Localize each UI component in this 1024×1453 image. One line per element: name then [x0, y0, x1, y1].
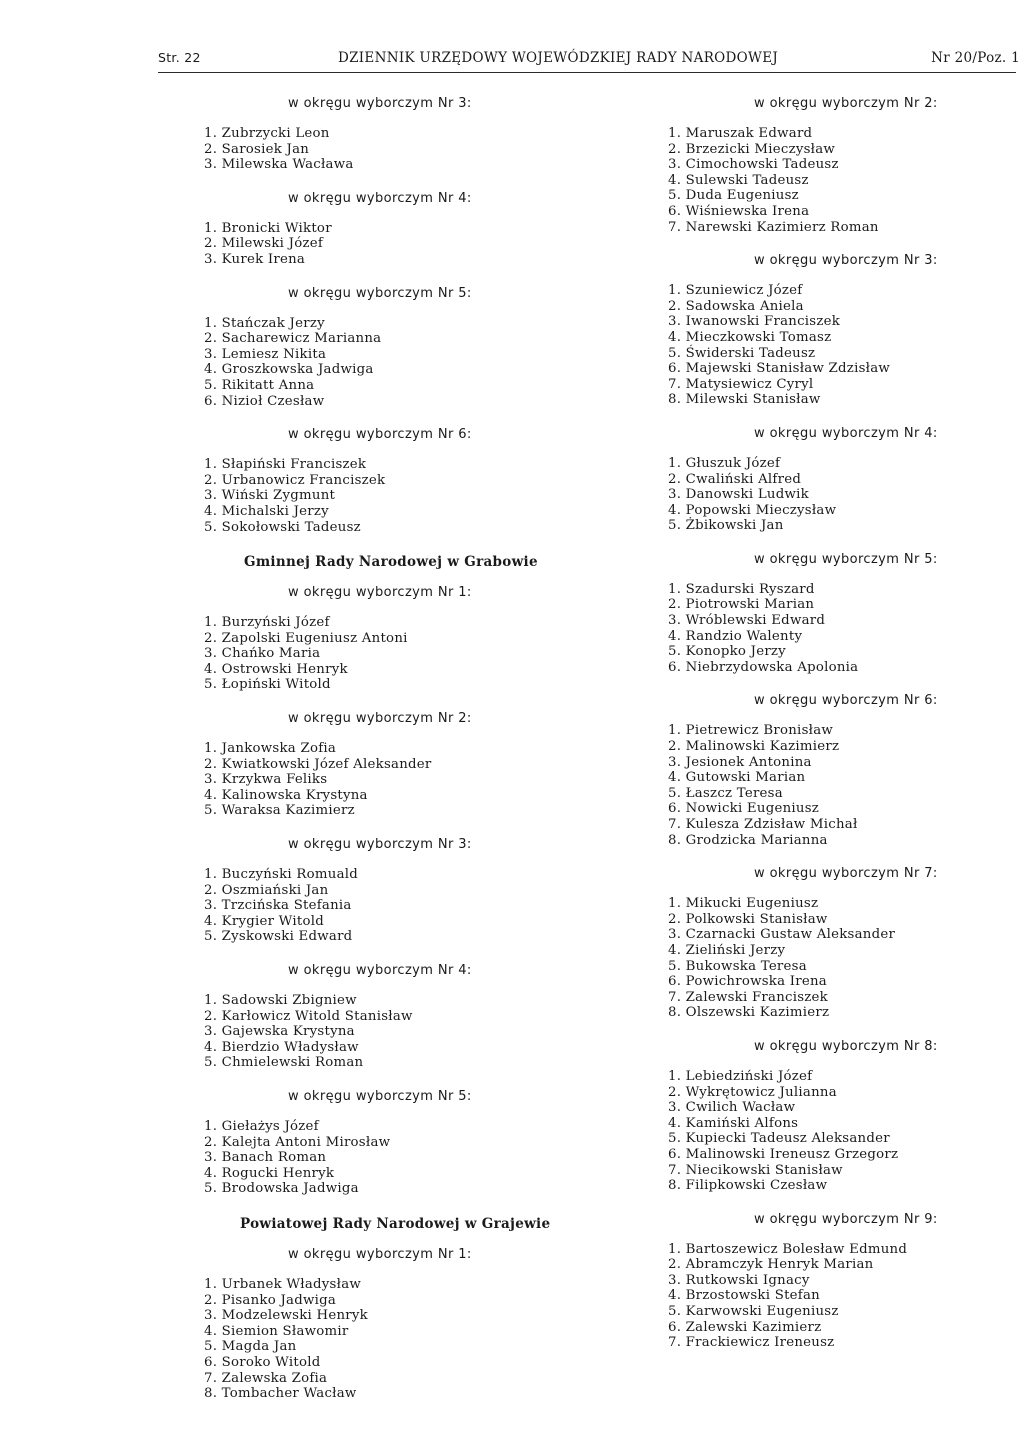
candidate-entry: 4. Siemion Sławomir — [204, 1323, 349, 1339]
candidate-entry: 2. Sarosiek Jan — [204, 141, 310, 157]
candidate-entry: 6. Wiśniewska Irena — [668, 203, 810, 219]
candidate-entry: 1. Stańczak Jerzy — [204, 315, 325, 331]
district-heading: w okręgu wyborczym Nr 5: — [288, 1088, 472, 1104]
candidate-entry: 6. Majewski Stanisław Zdzisław — [668, 361, 891, 377]
candidate-entry: 7. Zalewska Zofia — [204, 1370, 328, 1386]
candidate-entry: 5. Bukowska Teresa — [668, 958, 807, 974]
right-column — [668, 96, 1008, 1351]
candidate-entry: 6. Niebrzydowska Apolonia — [668, 659, 859, 675]
candidate-entry: 2. Zapolski Eugeniusz Antoni — [204, 630, 408, 646]
candidate-entry: 3. Banach Roman — [204, 1150, 327, 1166]
candidate-entry: 1. Jankowska Zofia — [204, 741, 337, 757]
page-header — [158, 50, 1020, 72]
council-section — [204, 1215, 574, 1233]
district-heading: w okręgu wyborczym Nr 5: — [288, 285, 472, 301]
candidate-entry: 3. Modzelewski Henryk — [204, 1308, 368, 1324]
candidate-entry: 2. Wykrętowicz Julianna — [668, 1084, 837, 1100]
candidate-entry: 2. Sadowska Aniela — [668, 298, 804, 314]
council-title: Gminnej Rady Narodowej w Grabowie — [244, 554, 538, 571]
candidate-entry: 1. Maruszak Edward — [668, 126, 813, 141]
candidate-entry: 1. Giełażys Józef — [204, 1118, 319, 1134]
candidate-entry: 6. Soroko Witold — [204, 1354, 321, 1370]
candidate-entry: 1. Burzyński Józef — [204, 615, 330, 631]
candidate-entry: 2. Abramczyk Henryk Marian — [668, 1257, 874, 1273]
candidate-entry: 6. Powichrowska Irena — [668, 974, 827, 990]
candidate-entry: 5. Zyskowski Edward — [204, 929, 353, 945]
district-heading: w okręgu wyborczym Nr 4: — [288, 963, 472, 978]
candidate-list — [668, 896, 1008, 1021]
candidate-entry: 5. Sokołowski Tadeusz — [204, 519, 361, 535]
candidate-entry: 5. Magda Jan — [204, 1339, 297, 1355]
candidate-entry: 4. Zieliński Jerzy — [668, 942, 786, 958]
candidate-entry: 1. Głuszuk Józef — [668, 455, 781, 471]
candidate-entry: 5. Łopiński Witold — [204, 677, 331, 693]
candidate-entry: 2. Oszmiański Jan — [204, 882, 329, 898]
candidate-list — [668, 456, 1008, 534]
candidate-entry: 1. Sadowski Zbigniew — [204, 993, 357, 1008]
candidate-entry: 3. Jesionek Antonina — [668, 754, 812, 770]
candidate-entry: 2. Kwiatkowski Józef Aleksander — [204, 756, 432, 772]
candidate-entry: 5. Brodowska Jadwiga — [204, 1181, 359, 1197]
district-heading: w okręgu wyborczym Nr 6: — [754, 693, 938, 709]
district-block — [668, 1212, 1008, 1351]
candidate-entry: 3. Milewska Wacława — [204, 157, 354, 173]
candidate-list — [204, 126, 574, 173]
district-heading: w okręgu wyborczym Nr 8: — [754, 1038, 938, 1054]
candidate-entry: 3. Wróblewski Edward — [668, 613, 826, 629]
candidate-list — [204, 1277, 574, 1402]
left-column — [204, 96, 574, 1402]
candidate-entry: 2. Cwaliński Alfred — [668, 471, 802, 487]
district-heading: w okręgu wyborczym Nr 4: — [754, 425, 938, 441]
candidate-entry: 1. Zubrzycki Leon — [204, 126, 330, 141]
candidate-entry: 8. Grodzicka Marianna — [668, 832, 828, 848]
candidate-entry: 3. Rutkowski Ignacy — [668, 1272, 810, 1288]
candidate-entry: 4. Groszkowska Jadwiga — [204, 362, 374, 378]
candidate-entry: 1. Słapiński Franciszek — [204, 457, 367, 473]
district-heading: w okręgu wyborczym Nr 2: — [754, 96, 938, 111]
candidate-entry: 2. Sacharewicz Marianna — [204, 331, 382, 347]
council-title: Powiatowej Rady Narodowej w Grajewie — [240, 1215, 551, 1232]
candidate-entry: 3. Cwilich Wacław — [668, 1100, 796, 1116]
candidate-entry: 7. Zalewski Franciszek — [668, 989, 828, 1005]
candidate-entry: 2. Piotrowski Marian — [668, 597, 815, 613]
candidate-entry: 5. Łaszcz Teresa — [668, 785, 783, 801]
district-block — [204, 963, 574, 1071]
candidate-entry: 6. Nowicki Eugeniusz — [668, 801, 820, 817]
candidate-entry: 3. Danowski Ludwik — [668, 487, 809, 503]
district-heading: w okręgu wyborczym Nr 3: — [288, 96, 472, 111]
district-block — [668, 693, 1008, 848]
candidate-entry: 3. Krzykwa Feliks — [204, 772, 328, 788]
council-section — [204, 553, 574, 571]
candidate-entry: 7. Narewski Kazimierz Roman — [668, 219, 879, 235]
district-block — [668, 253, 1008, 408]
district-heading: w okręgu wyborczym Nr 6: — [288, 427, 472, 443]
candidate-entry: 3. Lemiesz Nikita — [204, 346, 327, 362]
district-block — [204, 1247, 574, 1402]
candidate-entry: 3. Czarnacki Gustaw Aleksander — [668, 927, 896, 943]
candidate-list — [204, 221, 574, 268]
candidate-entry: 3. Gajewska Krystyna — [204, 1024, 355, 1040]
candidate-list — [668, 1069, 1008, 1194]
candidate-entry: 7. Niecikowski Stanisław — [668, 1162, 843, 1178]
district-block — [204, 191, 574, 268]
candidate-entry: 2. Polkowski Stanisław — [668, 911, 828, 927]
district-block — [668, 426, 1008, 534]
district-heading: w okręgu wyborczym Nr 3: — [288, 837, 472, 853]
district-block — [204, 96, 574, 173]
candidate-entry: 1. Szuniewicz Józef — [668, 283, 803, 299]
candidate-entry: 5. Waraksa Kazimierz — [204, 803, 355, 819]
candidate-list — [204, 867, 574, 945]
candidate-entry: 8. Tombacher Wacław — [204, 1386, 357, 1402]
candidate-list — [204, 316, 574, 410]
candidate-entry: 4. Sulewski Tadeusz — [668, 172, 809, 188]
candidate-entry: 2. Milewski Józef — [204, 236, 324, 252]
candidate-entry: 1. Bronicki Wiktor — [204, 220, 332, 236]
district-block — [204, 286, 574, 410]
candidate-entry: 2. Malinowski Kazimierz — [668, 739, 840, 755]
issue-number: Nr 20/Poz. 1 — [931, 50, 1020, 66]
candidate-entry: 4. Michalski Jerzy — [204, 503, 329, 519]
candidate-entry: 1. Urbanek Władysław — [204, 1276, 362, 1292]
candidate-entry: 4. Randzio Walenty — [668, 628, 803, 644]
candidate-list — [668, 1242, 1008, 1351]
candidate-entry: 1. Buczyński Romuald — [204, 867, 359, 883]
candidate-entry: 3. Chańko Maria — [204, 646, 321, 662]
district-block — [668, 1039, 1008, 1194]
candidate-entry: 6. Malinowski Ireneusz Grzegorz — [668, 1146, 899, 1162]
candidate-entry: 5. Rikitatt Anna — [204, 377, 315, 393]
district-heading: w okręgu wyborczym Nr 1: — [288, 1246, 472, 1262]
candidate-entry: 1. Bartoszewicz Bolesław Edmund — [668, 1241, 908, 1257]
candidate-entry: 2. Urbanowicz Franciszek — [204, 472, 386, 488]
candidate-list — [668, 126, 1008, 235]
candidate-list — [204, 993, 574, 1071]
candidate-entry: 4. Rogucki Henryk — [204, 1165, 335, 1181]
candidate-list — [668, 582, 1008, 676]
candidate-entry: 5. Karwowski Eugeniusz — [668, 1304, 839, 1320]
candidate-entry: 4. Brzostowski Stefan — [668, 1288, 820, 1304]
district-heading: w okręgu wyborczym Nr 9: — [754, 1211, 938, 1227]
candidate-entry: 4. Bierdzio Władysław — [204, 1039, 359, 1055]
candidate-entry: 7. Frackiewicz Ireneusz — [668, 1335, 835, 1351]
candidate-entry: 1. Pietrewicz Bronisław — [668, 723, 834, 739]
candidate-entry: 2. Karłowicz Witold Stanisław — [204, 1008, 413, 1024]
candidate-entry: 4. Gutowski Marian — [668, 770, 806, 786]
district-block — [668, 96, 1008, 235]
district-heading: w okręgu wyborczym Nr 4: — [288, 190, 472, 206]
candidate-entry: 5. Konopko Jerzy — [668, 644, 786, 660]
candidate-entry: 5. Świderski Tadeusz — [668, 345, 816, 361]
candidate-entry: 3. Kurek Irena — [204, 251, 306, 267]
candidate-entry: 5. Kupiecki Tadeusz Aleksander — [668, 1131, 890, 1147]
district-heading: w okręgu wyborczym Nr 7: — [754, 866, 938, 882]
candidate-entry: 2. Brzezicki Mieczysław — [668, 141, 836, 157]
candidate-entry: 1. Mikucki Eugeniusz — [668, 896, 819, 912]
candidate-entry: 6. Nizioł Czesław — [204, 393, 325, 409]
candidate-entry: 8. Filipkowski Czesław — [668, 1178, 828, 1194]
district-block — [204, 427, 574, 535]
candidate-entry: 4. Kamiński Alfons — [668, 1115, 799, 1131]
district-block — [204, 585, 574, 693]
candidate-entry: 4. Ostrowski Henryk — [204, 661, 348, 677]
candidate-entry: 2. Pisanko Jadwiga — [204, 1292, 337, 1308]
district-block — [204, 711, 574, 819]
candidate-entry: 7. Matysiewicz Cyryl — [668, 376, 814, 392]
candidate-list — [204, 741, 574, 819]
candidate-list — [668, 283, 1008, 408]
candidate-entry: 5. Żbikowski Jan — [668, 518, 784, 534]
district-heading: w okręgu wyborczym Nr 1: — [288, 585, 472, 601]
candidate-entry: 1. Szadurski Ryszard — [668, 581, 815, 597]
candidate-entry: 5. Chmielewski Roman — [204, 1055, 364, 1071]
district-block — [204, 837, 574, 945]
district-heading: w okręgu wyborczym Nr 5: — [754, 551, 938, 567]
candidate-entry: 3. Iwanowski Franciszek — [668, 314, 841, 330]
page-number: Str. 22 — [158, 50, 201, 65]
candidate-entry: 4. Krygier Witold — [204, 913, 324, 929]
candidate-entry: 8. Olszewski Kazimierz — [668, 1005, 830, 1021]
candidate-entry: 8. Milewski Stanisław — [668, 392, 821, 408]
district-block — [204, 1089, 574, 1197]
journal-title: DZIENNIK URZĘDOWY WOJEWÓDZKIEJ RADY NARODOWEJ — [338, 50, 779, 66]
candidate-list — [204, 615, 574, 693]
candidate-entry: 4. Popowski Mieczysław — [668, 502, 837, 518]
candidate-entry: 2. Kalejta Antoni Mirosław — [204, 1134, 391, 1150]
district-heading: w okręgu wyborczym Nr 3: — [754, 253, 938, 269]
candidate-entry: 4. Mieczkowski Tomasz — [668, 329, 832, 345]
district-block — [668, 866, 1008, 1021]
candidate-entry: 3. Wiński Zygmunt — [204, 488, 336, 504]
candidate-entry: 7. Kulesza Zdzisław Michał — [668, 817, 858, 832]
candidate-entry: 1. Lebiedziński Józef — [668, 1068, 813, 1084]
candidate-entry: 3. Cimochowski Tadeusz — [668, 157, 839, 173]
district-block — [668, 552, 1008, 676]
candidate-list — [204, 1119, 574, 1197]
candidate-entry: 5. Duda Eugeniusz — [668, 188, 799, 204]
candidate-list — [668, 723, 1008, 848]
candidate-entry: 6. Zalewski Kazimierz — [668, 1319, 822, 1335]
header-rule — [158, 72, 1016, 73]
candidate-entry: 3. Trzcińska Stefania — [204, 898, 352, 914]
candidate-entry: 4. Kalinowska Krystyna — [204, 787, 368, 803]
district-heading: w okręgu wyborczym Nr 2: — [288, 711, 472, 727]
candidate-list — [204, 457, 574, 535]
